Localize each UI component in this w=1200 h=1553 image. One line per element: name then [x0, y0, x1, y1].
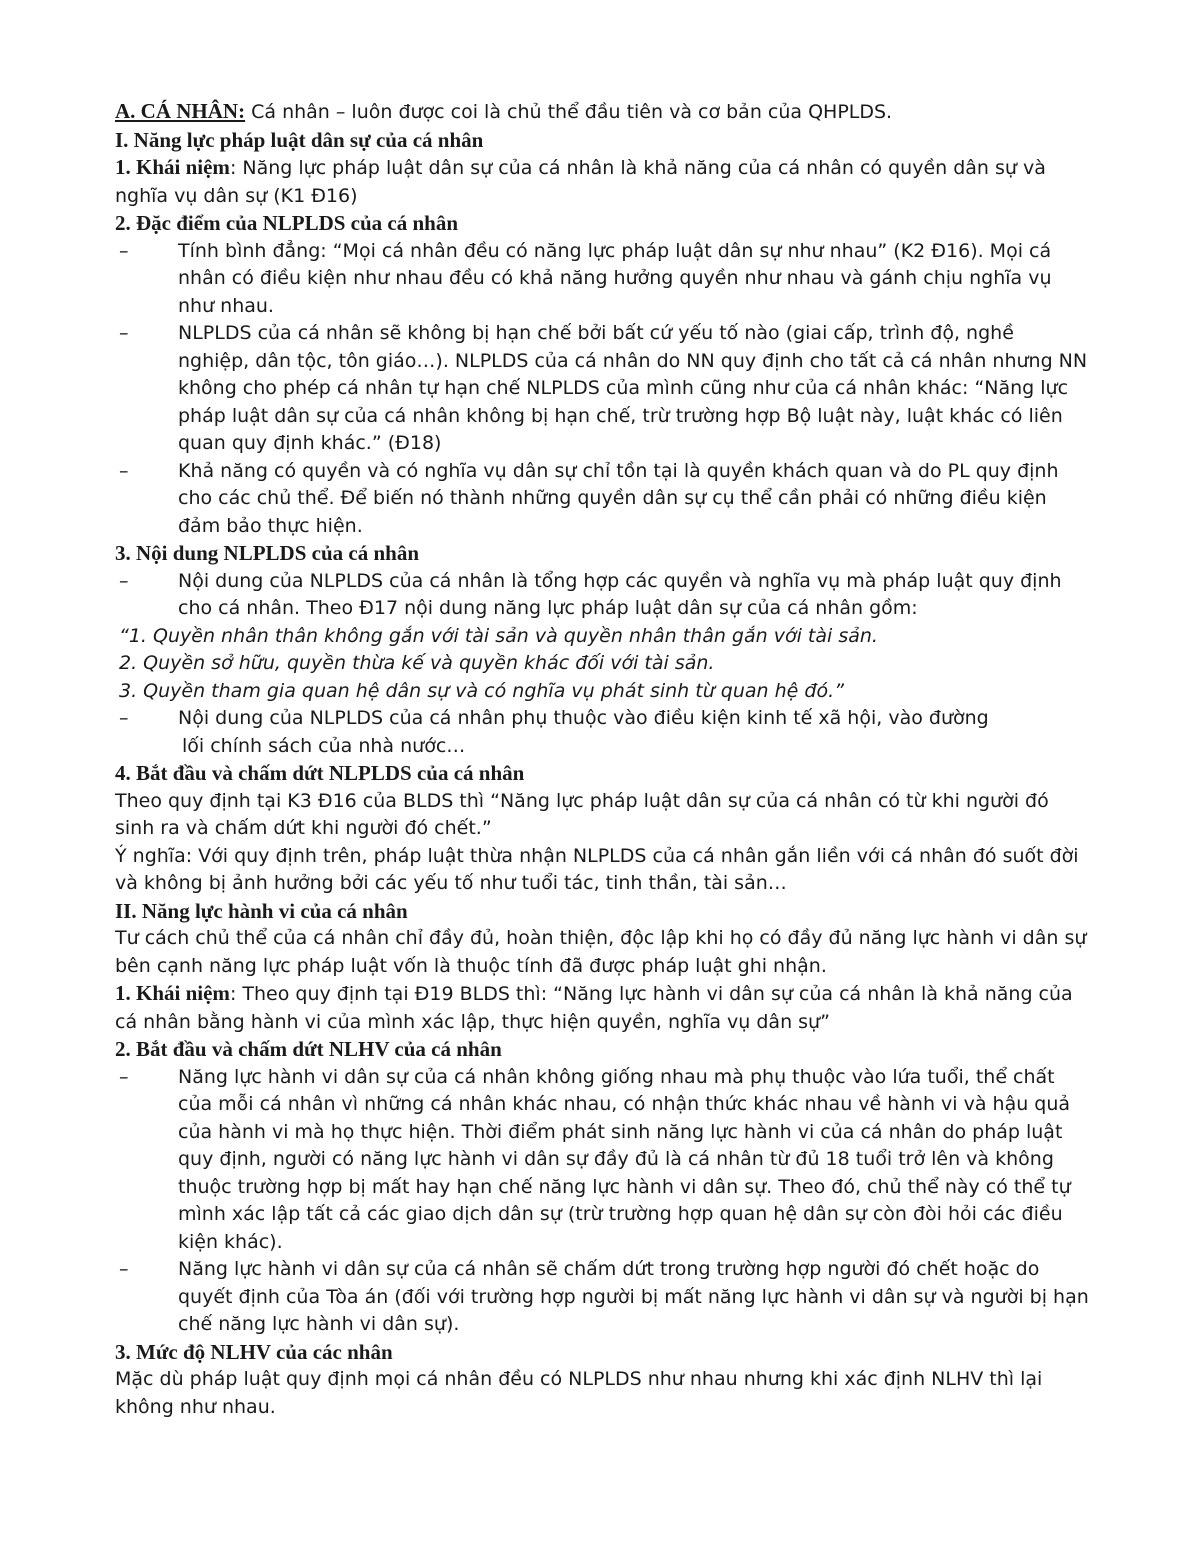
bullet-item	[115, 458, 1090, 541]
bullet-item	[115, 320, 1090, 458]
dash-marker: –	[119, 1258, 129, 1280]
dash-marker: –	[119, 459, 129, 482]
section-1-title: I. Năng lực pháp luật dân sự của cá nhân	[115, 127, 484, 152]
bullet-continuation: lối chính sách của nhà nước…	[182, 734, 466, 757]
bullet-text: Nội dung của NLPLDS của cá nhân là tổng hợp các quyền và nghĩa vụ mà pháp luật quy định cho cá nhân. Theo Đ17 nội dung năng lực pháp luật dân sự của cá nhân gồm:	[178, 569, 1062, 619]
bullet-text: Năng lực hành vi dân sự của cá nhân sẽ chấm dứt trong trường hợp người đó chết hoặc do quyết định của Tòa án (đối với trường hợp người bị mất năng lực hành vi dân sự và người bị hạn chế năng lực hành vi dân sự).	[178, 1258, 1089, 1335]
s1-2-title: 2. Đặc điểm của NLPLDS của cá nhân	[115, 211, 459, 235]
s2-intro: Tư cách chủ thể của cá nhân chỉ đầy đủ, hoàn thiện, độc lập khi họ có đầy đủ năng lực hành vi dân sự bên cạnh năng lực pháp luật vốn là thuộc tính đã được pháp luật ghi nhận.	[115, 927, 1087, 977]
s2-definition-text: : Theo quy định tại Đ19 BLDS thì: “Năng lực hành vi dân sự của cá nhân là khả năng của cá nhân bằng hành vi của mình xác lập, thực hiện quyền, nghĩa vụ dân sự”	[115, 983, 1073, 1033]
dash-marker: –	[119, 1065, 129, 1088]
s1-definition-label: 1. Khái niệm	[115, 155, 230, 179]
quote-line: “1. Quyền nhân thân không gắn với tài sản và quyền nhân thân gắn với tài sản.	[119, 624, 878, 647]
dash-marker: –	[119, 569, 129, 592]
s2-3-paragraph: Mặc dù pháp luật quy định mọi cá nhân đều có NLPLDS như nhau nhưng khi xác định NLHV thì lại không như nhau.	[115, 1368, 1043, 1418]
section-a-line	[115, 98, 1090, 127]
dash-marker: –	[119, 707, 129, 729]
s1-definition-text: : Năng lực pháp luật dân sự của cá nhân là khả năng của cá nhân có quyền dân sự và nghĩa vụ dân sự (K1 Đ16)	[115, 157, 1046, 207]
bullet-text: Nội dung của NLPLDS của cá nhân phụ thuộc vào điều kiện kinh tế xã hội, vào đường	[178, 707, 989, 729]
bullet-item	[115, 705, 1090, 733]
dash-marker: –	[119, 239, 129, 262]
s1-definition	[115, 154, 1090, 210]
s1-4-title: 4. Bắt đầu và chấm dứt NLPLDS của cá nhân	[115, 761, 525, 785]
s1-4-paragraph: Theo quy định tại K3 Đ16 của BLDS thì “Năng lực pháp luật dân sự của cá nhân có từ khi người đó sinh ra và chấm dứt khi người đó chết.”	[115, 789, 1049, 839]
quote-line: 3. Quyền tham gia quan hệ dân sự và có nghĩa vụ phát sinh từ quan hệ đó.”	[119, 679, 844, 702]
quote-line: 2. Quyền sở hữu, quyền thừa kế và quyền khác đối với tài sản.	[119, 652, 715, 674]
bullet-item	[115, 238, 1090, 321]
bullet-item	[115, 568, 1090, 623]
bullet-text: NLPLDS của cá nhân sẽ không bị hạn chế bởi bất cứ yếu tố nào (giai cấp, trình độ, nghề nghiệp, dân tộc, tôn giáo…). NLPLDS của cá nhân do NN quy định cho tất cả cá nhân nhưng NN không cho phép cá nhân tự hạn chế NLPLDS của mình cũng như của cá nhân khác: “Năng lực pháp luật dân sự của cá nhân không bị hạn chế, trừ trường hợp Bộ luật này, luật khác có liên quan quy định khác.” (Đ18)	[178, 322, 1088, 454]
s1-3-title: 3. Nội dung NLPLDS của cá nhân	[115, 541, 419, 565]
s2-3-title: 3. Mức độ NLHV của các nhân	[115, 1339, 393, 1364]
section-2-title: II. Năng lực hành vi của cá nhân	[115, 898, 408, 923]
s2-2-title: 2. Bắt đầu và chấm dứt NLHV của cá nhân	[115, 1037, 502, 1061]
dash-marker: –	[119, 322, 129, 344]
s1-4-meaning: Ý nghĩa: Với quy định trên, pháp luật thừa nhận NLPLDS của cá nhân gắn liền với cá nhân đó suốt đời và không bị ảnh hưởng bởi các yếu tố như tuổi tác, tinh thần, tài sản…	[115, 844, 1079, 894]
bullet-text: Năng lực hành vi dân sự của cá nhân không giống nhau mà phụ thuộc vào lứa tuổi, thể chất của mỗi cá nhân vì những cá nhân khác nhau, có nhận thức khác nhau về hành vi và hậu quả của hành vi mà họ thực hiện. Thời điểm phát sinh năng lực hành vi của cá nhân do pháp luật quy định, người có năng lực hành vi dân sự đầy đủ là cá nhân từ đủ 18 tuổi trở lên và không thuộc trường hợp bị mất hay hạn chế năng lực hành vi dân sự. Theo đó, chủ thể này có thể tự mình xác lập tất cả các giao dịch dân sự (trừ trường hợp quan hệ dân sự còn đòi hỏi các điều kiện khác).	[178, 1065, 1071, 1253]
section-a-text: Cá nhân – luôn được coi là chủ thể đầu tiên và cơ bản của QHPLDS.	[245, 101, 893, 123]
bullet-item	[115, 1256, 1090, 1339]
document-page	[115, 98, 1090, 1421]
bullet-text: Tính bình đẳng: “Mọi cá nhân đều có năng lực pháp luật dân sự như nhau” (K2 Đ16). Mọi cá nhân có điều kiện như nhau đều có khả năng hưởng quyền như nhau và gánh chịu nghĩa vụ như nhau.	[178, 239, 1052, 317]
bullet-text: Khả năng có quyền và có nghĩa vụ dân sự chỉ tồn tại là quyền khách quan và do PL quy định cho các chủ thể. Để biến nó thành những quyền dân sự cụ thể cần phải có những điều kiện đảm bảo thực hiện.	[178, 459, 1059, 537]
s2-definition	[115, 980, 1090, 1036]
s2-definition-label: 1. Khái niệm	[115, 981, 230, 1005]
section-a-heading: A. CÁ NHÂN:	[115, 99, 246, 123]
bullet-item	[115, 1064, 1090, 1257]
